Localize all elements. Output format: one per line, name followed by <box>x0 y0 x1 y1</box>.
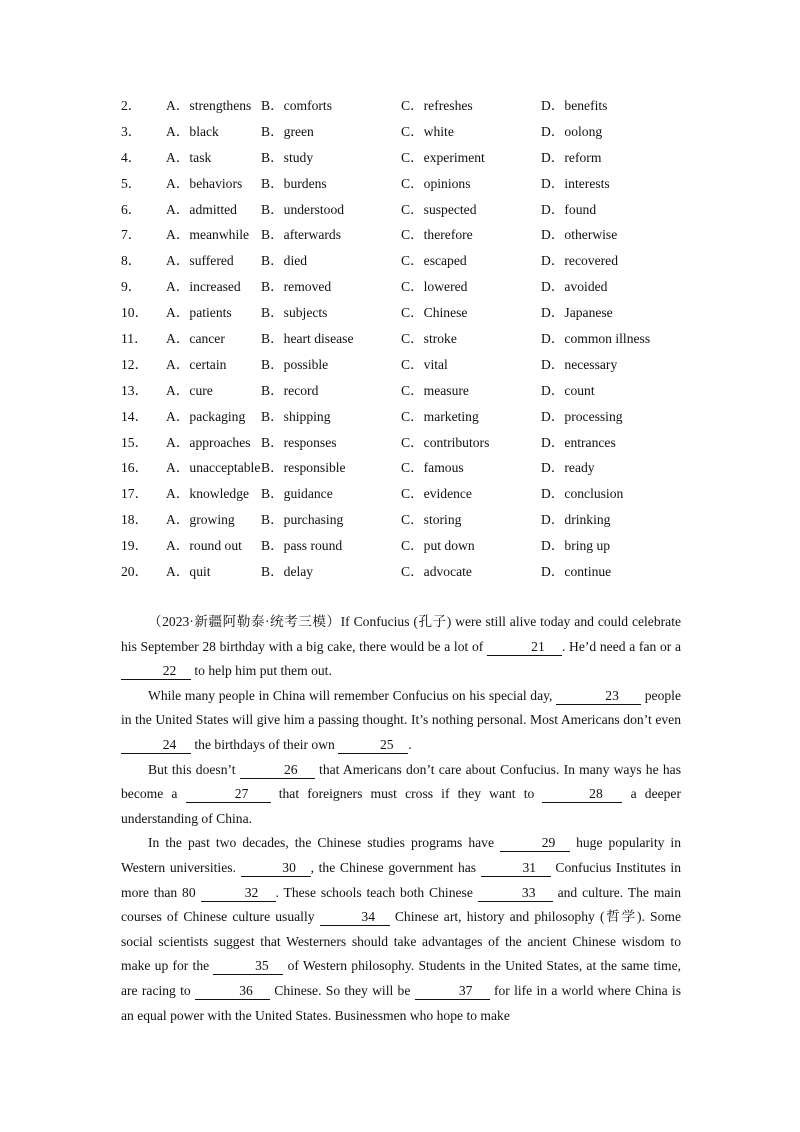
text: for life in a world where China is an equal power with the United States. Businessmen who hope to make <box>121 982 681 1023</box>
question-number: 7． <box>121 227 142 243</box>
option-b[interactable]: B．delay <box>261 564 314 580</box>
option-d[interactable]: D．processing <box>541 408 623 424</box>
text: and culture. The main courses of Chinese culture usually <box>121 884 681 925</box>
option-b[interactable]: B．shipping <box>261 408 331 424</box>
option-a[interactable]: A．increased <box>166 279 241 295</box>
option-a[interactable]: A．cure <box>166 382 213 398</box>
text: But this doesn’t <box>148 761 240 777</box>
option-b[interactable]: B．removed <box>261 279 332 295</box>
option-d[interactable]: D．conclusion <box>541 486 624 502</box>
option-d[interactable]: D．common illness <box>541 331 651 347</box>
option-c[interactable]: C．vital <box>401 356 448 372</box>
text: a deeper understanding of China. <box>121 786 681 826</box>
option-c[interactable]: C．lowered <box>401 279 468 295</box>
text: of Western philosophy. Students in the United States, at the same time, are racing to <box>121 958 681 998</box>
option-d[interactable]: D．Japanese <box>541 305 613 321</box>
question-number: 17． <box>121 486 149 502</box>
option-c[interactable]: C．contributors <box>401 434 490 450</box>
option-c[interactable]: C．marketing <box>401 408 479 424</box>
option-d[interactable]: D．bring up <box>541 538 611 554</box>
question-number: 16． <box>121 460 149 476</box>
question-options-row <box>121 199 681 225</box>
blank-28[interactable]: 28 <box>542 786 622 803</box>
option-b[interactable]: B．afterwards <box>261 227 342 243</box>
blank-27[interactable]: 27 <box>186 786 271 803</box>
option-a[interactable]: A．round out <box>166 538 242 554</box>
option-a[interactable]: A．knowledge <box>166 486 250 502</box>
question-options-row <box>121 173 681 199</box>
question-number: 14． <box>121 408 149 424</box>
question-number: 5． <box>121 175 142 191</box>
question-number: 9． <box>121 279 142 295</box>
question-number: 3． <box>121 123 142 139</box>
option-a[interactable]: A．approaches <box>166 434 251 450</box>
option-b[interactable]: B．comforts <box>261 98 332 113</box>
question-number: 15． <box>121 434 149 450</box>
question-number: 11． <box>121 331 148 347</box>
question-number: 19． <box>121 538 149 554</box>
option-a[interactable]: A．meanwhile <box>166 227 250 243</box>
text: to help him put them out. <box>191 663 332 679</box>
question-number: 18． <box>121 512 149 528</box>
option-c[interactable]: C．suspected <box>401 201 477 217</box>
blank-24[interactable]: 24 <box>121 737 191 754</box>
blank-22[interactable]: 22 <box>121 663 191 680</box>
question-options-row <box>121 509 681 535</box>
option-b[interactable]: B．responsible <box>261 460 346 476</box>
question-options-row <box>121 380 681 406</box>
option-b[interactable]: B．green <box>261 123 314 139</box>
option-c[interactable]: C．storing <box>401 512 462 528</box>
option-a[interactable]: A．patients <box>166 305 232 321</box>
option-c[interactable]: C．white <box>401 123 454 139</box>
blank-25[interactable]: 25 <box>338 737 408 754</box>
text: . He’d need a fan or a <box>561 638 682 654</box>
option-b[interactable]: B．guidance <box>261 486 333 502</box>
question-options-row <box>121 535 681 561</box>
option-a[interactable]: A．unacceptable <box>166 460 261 476</box>
option-c[interactable]: C．advocate <box>401 564 472 580</box>
option-d[interactable]: D．ready <box>541 460 595 476</box>
paragraph-2 <box>121 684 681 758</box>
question-options-row <box>121 432 681 458</box>
blank-35[interactable]: 35 <box>213 958 283 975</box>
option-d[interactable]: D．recovered <box>541 253 618 269</box>
text: that foreigners must cross if they want to <box>270 786 543 802</box>
source-note: （2023·新疆阿勒泰·统考三模） <box>148 614 341 629</box>
text: If Confucius (孔子) were still alive today and could celebrate his September 28 birthday with a big cake, there would be a lot of <box>121 614 682 654</box>
option-b[interactable]: B．died <box>261 253 308 269</box>
option-b[interactable]: B．possible <box>261 356 329 372</box>
question-number: 12． <box>121 356 149 372</box>
text: huge popularity in Western universities. <box>121 835 681 875</box>
option-d[interactable]: D．necessary <box>541 356 618 372</box>
option-a[interactable]: A．suffered <box>166 253 234 269</box>
question-number: 6． <box>121 201 142 217</box>
option-d[interactable]: D．drinking <box>541 512 611 528</box>
question-number: 13． <box>121 382 149 398</box>
text: While many people in China will remember Confucius on his special day, <box>148 687 557 703</box>
option-a[interactable]: A．behaviors <box>166 175 243 191</box>
option-c[interactable]: C．opinions <box>401 175 471 191</box>
text: Chinese. So they will be <box>270 982 415 998</box>
blank-30[interactable]: 30 <box>241 860 311 877</box>
option-a[interactable]: A．black <box>166 123 219 139</box>
text: Chinese art, history and philosophy (哲学). Some social scientists suggest that Westerners should take advantages of the ancient Chinese wisdom to make up for the <box>121 909 682 974</box>
option-b[interactable]: B．heart disease <box>261 331 354 347</box>
question-number: 2． <box>121 98 142 113</box>
option-b[interactable]: B．purchasing <box>261 512 344 528</box>
option-d[interactable]: D．otherwise <box>541 227 618 243</box>
question-number: 20． <box>121 564 149 580</box>
option-c[interactable]: C．put down <box>401 538 475 554</box>
option-a[interactable]: A．packaging <box>166 408 246 424</box>
option-b[interactable]: B．study <box>261 149 314 165</box>
question-options-row <box>121 147 681 173</box>
option-a[interactable]: A．strengthens <box>166 98 252 113</box>
option-a[interactable]: A．quit <box>166 564 211 580</box>
question-options-row <box>121 250 681 276</box>
blank-29[interactable]: 29 <box>500 835 570 852</box>
question-options-row <box>121 302 681 328</box>
paragraph-4 <box>121 831 681 1028</box>
blank-23[interactable]: 23 <box>556 688 641 705</box>
cloze-passage <box>121 610 681 1028</box>
option-b[interactable]: B．responses <box>261 434 337 450</box>
option-d[interactable]: D．interests <box>541 175 610 191</box>
text: Confucius Institutes in more than 80 <box>121 859 682 900</box>
option-c[interactable]: C．Chinese <box>401 305 468 321</box>
option-d[interactable]: D．reform <box>541 149 602 165</box>
blank-32[interactable]: 32 <box>201 885 276 902</box>
text: that Americans don’t care about Confucius. In many ways he has become a <box>121 761 681 802</box>
option-c[interactable]: C．measure <box>401 382 469 398</box>
option-d[interactable]: D．count <box>541 382 595 398</box>
option-c[interactable]: C．evidence <box>401 486 472 502</box>
option-a[interactable]: A．cancer <box>166 331 225 347</box>
text: people in the United States will give him a passing thought. It’s nothing personal. Most Americans don’t even <box>121 687 681 728</box>
question-options-row <box>121 276 681 302</box>
option-d[interactable]: D．avoided <box>541 279 608 295</box>
blank-26[interactable]: 26 <box>240 762 315 779</box>
question-options-row <box>121 354 681 380</box>
question-number: 10． <box>121 305 149 321</box>
question-number: 8． <box>121 253 142 269</box>
question-options-row <box>121 224 681 250</box>
text: In the past two decades, the Chinese studies programs have <box>148 835 501 851</box>
question-options-row <box>121 406 681 432</box>
question-options-row <box>121 121 681 147</box>
text: , the Chinese government has <box>310 859 481 875</box>
blank-21[interactable]: 21 <box>487 639 562 656</box>
blank-36[interactable]: 36 <box>195 983 270 1000</box>
question-options-row <box>121 328 681 354</box>
option-c[interactable]: C．refreshes <box>401 98 473 113</box>
option-a[interactable]: A．admitted <box>166 201 237 217</box>
option-b[interactable]: B．subjects <box>261 305 328 321</box>
option-b[interactable]: B．record <box>261 382 319 398</box>
option-a[interactable]: A．task <box>166 149 212 165</box>
option-d[interactable]: D．oolong <box>541 123 603 139</box>
paragraph-3 <box>121 758 681 832</box>
option-c[interactable]: C．therefore <box>401 227 473 243</box>
paragraph-1 <box>121 610 681 684</box>
blank-34[interactable]: 34 <box>320 909 390 926</box>
text: . These schools teach both Chinese <box>275 884 478 900</box>
option-d[interactable]: D．continue <box>541 564 612 580</box>
option-d[interactable]: D．entrances <box>541 434 616 450</box>
text: the birthdays of their own <box>191 736 339 752</box>
option-b[interactable]: B．pass round <box>261 538 343 554</box>
blank-37[interactable]: 37 <box>415 983 490 1000</box>
question-options-row <box>121 457 681 483</box>
question-options-row <box>121 483 681 509</box>
question-number: 4． <box>121 149 142 165</box>
blank-31[interactable]: 31 <box>481 860 551 877</box>
option-a[interactable]: A．certain <box>166 356 227 372</box>
blank-33[interactable]: 33 <box>478 885 553 902</box>
option-d[interactable]: D．found <box>541 201 597 217</box>
answer-options-list <box>121 95 681 587</box>
option-c[interactable]: C．experiment <box>401 149 485 165</box>
text: . <box>408 736 412 752</box>
option-c[interactable]: C．famous <box>401 460 464 476</box>
option-b[interactable]: B．burdens <box>261 175 327 191</box>
option-c[interactable]: C．stroke <box>401 331 457 347</box>
option-b[interactable]: B．understood <box>261 201 345 217</box>
option-c[interactable]: C．escaped <box>401 253 467 269</box>
question-options-row <box>121 561 681 587</box>
question-options-row <box>121 95 681 121</box>
option-d[interactable]: D．benefits <box>541 98 608 113</box>
option-a[interactable]: A．growing <box>166 512 235 528</box>
